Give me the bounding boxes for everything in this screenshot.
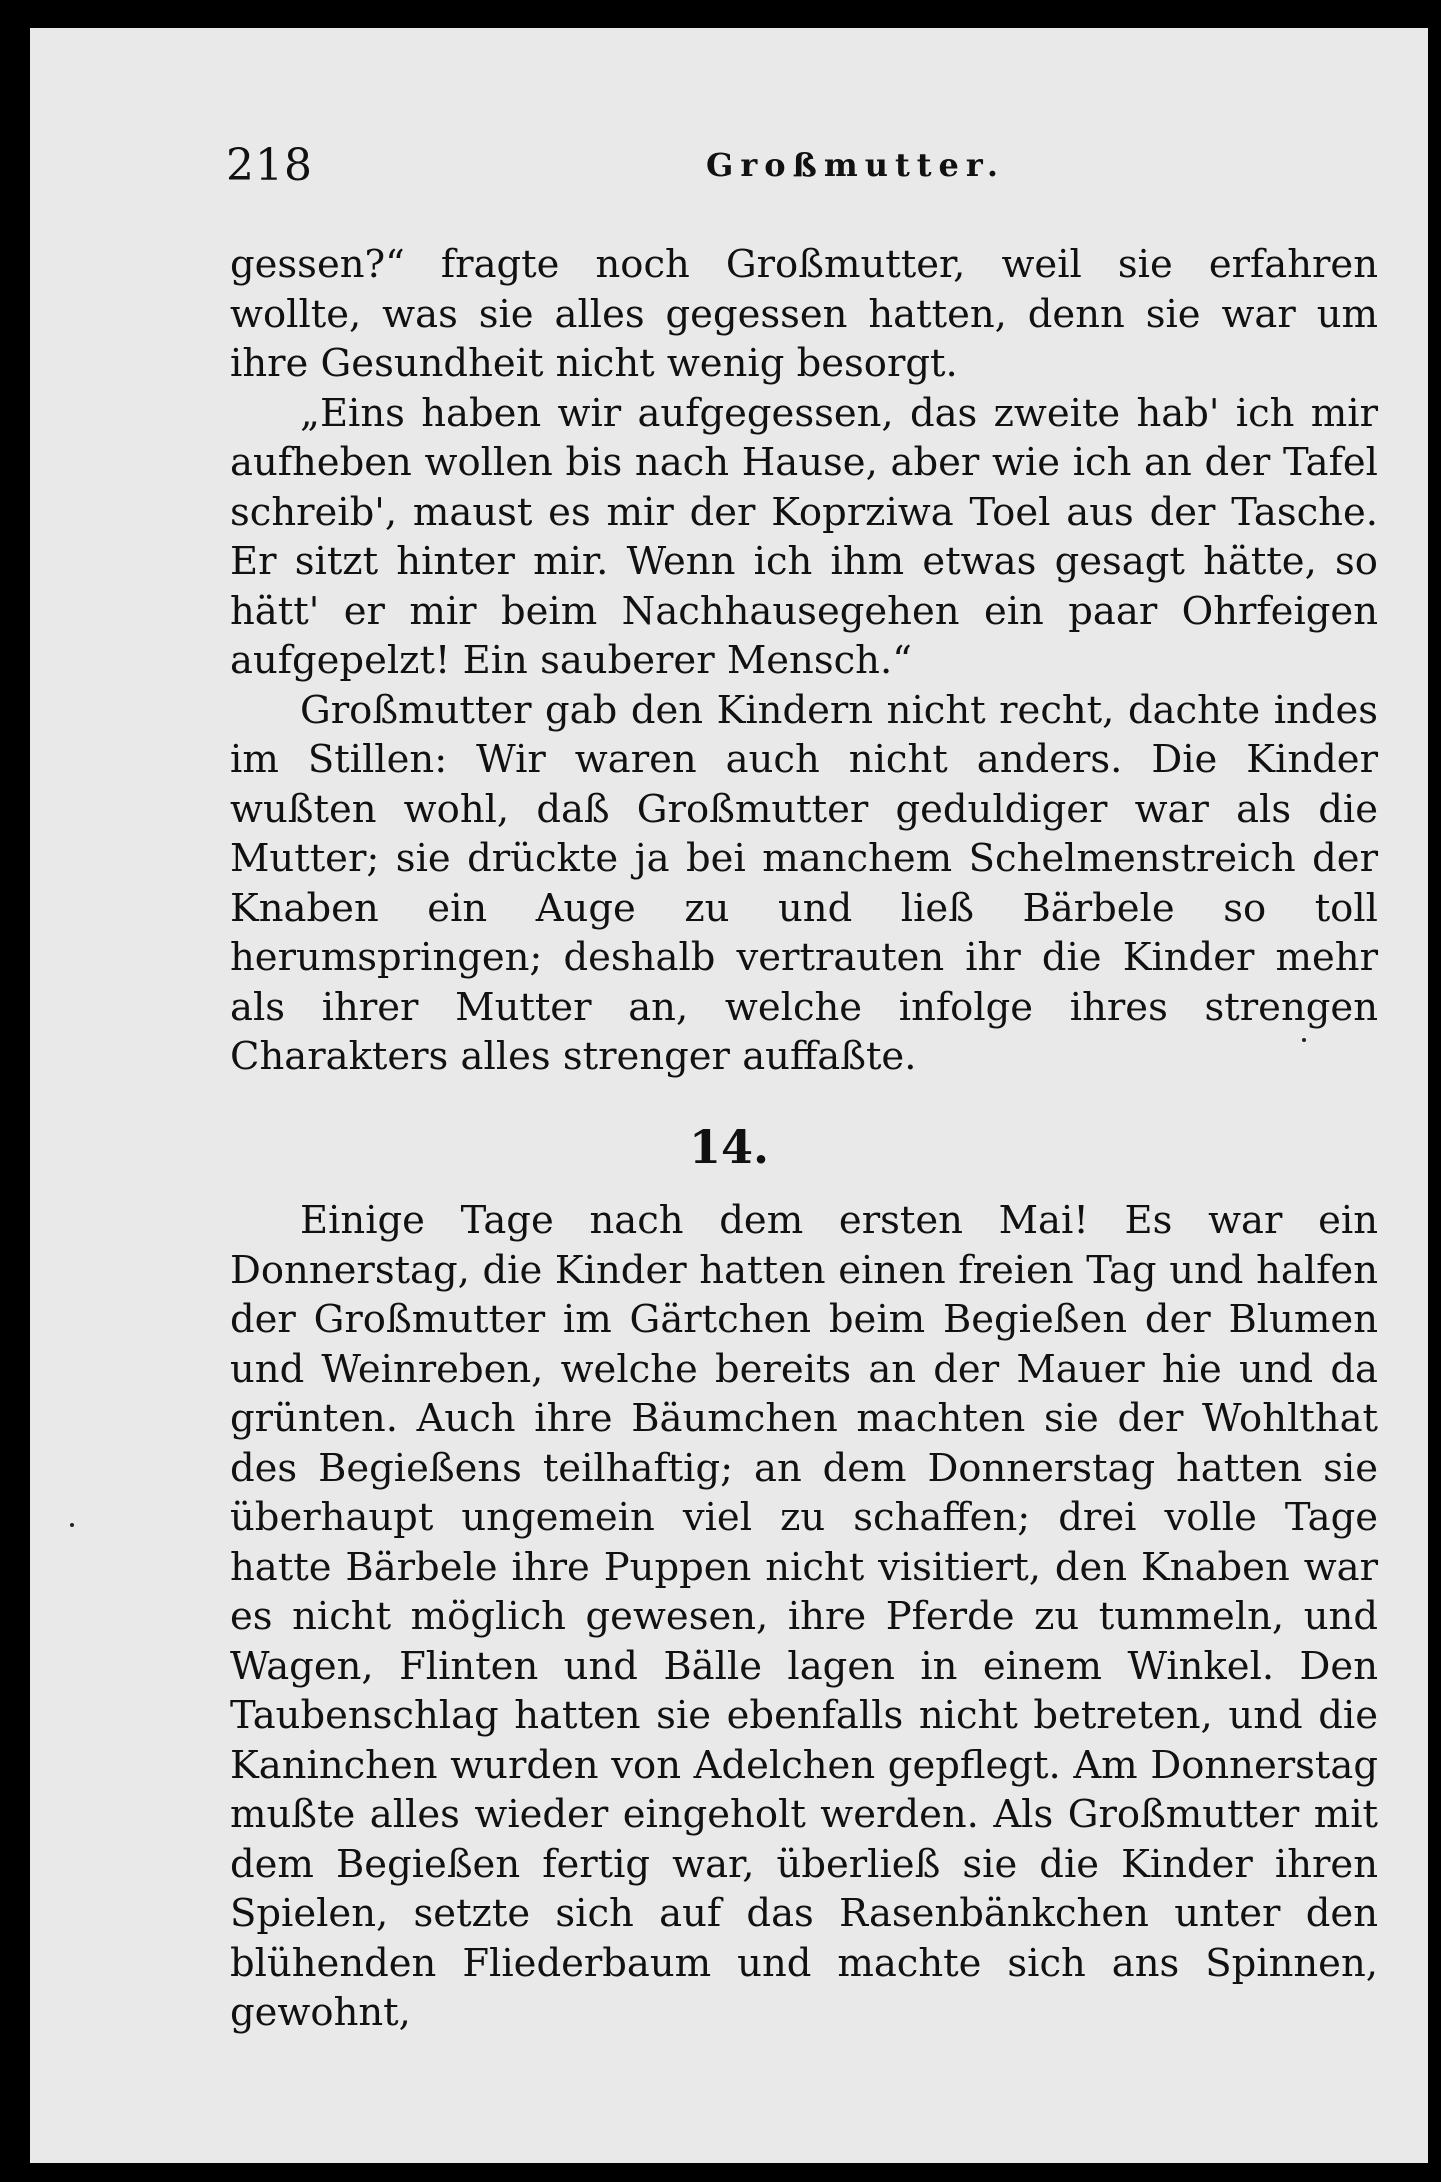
paragraph: Großmutter gab den Kindern nicht recht, dachte indes im Stillen: Wir waren auch nicht anders. Die Kinder wußten wohl, daß Großmutter geduldiger war als die Mutter; sie drückte ja bei manchem Schelmenstreich der Knaben ein Auge zu und ließ Bärbele so toll herumspringen; deshalb vertrauten ihr die Kinder mehr als ihrer Mutter an, welche infolge ihres strengen Charakters alles strenger auffaßte. — [230, 687, 1378, 1079]
paragraph: „Eins haben wir aufgegessen, das zweite hab' ich mir aufheben wollen bis nach Hause, aber wie ich an der Tafel schreib', maust es mir der Koprziwa Toel aus der Tasche. Er sitzt hinter mir. Wenn ich ihm etwas gesagt hätte, so hätt' er mir beim Nachhausegehen ein paar Ohrfeigen aufgepelzt! Ein sauberer Mensch.“ — [230, 390, 1378, 683]
page-header — [226, 140, 1376, 210]
print-speck — [70, 1523, 74, 1527]
text-block-after-chapter — [230, 1196, 1378, 2038]
text-block-before-chapter — [230, 240, 1378, 1082]
print-speck — [1302, 1038, 1306, 1042]
paragraph: Einige Tage nach dem ersten Mai! Es war ein Donnerstag, die Kinder hatten einen freien Tag und halfen der Großmutter im Gärtchen beim Begießen der Blumen und Weinreben, welche bereits an der Mauer hie und da grünten. Auch ihre Bäumchen machten sie der Wohlthat des Begießens teilhaftig; an dem Donnerstag hatten sie überhaupt ungemein viel zu schaffen; drei volle Tage hatte Bärbele ihre Puppen nicht visitiert, den Knaben war es nicht möglich gewesen, ihre Pferde zu tummeln, und Wagen, Flinten und Bälle lagen in einem Winkel. Den Taubenschlag hatten sie ebenfalls nicht betreten, und die Kaninchen wurden von Adelchen gepflegt. Am Donnerstag mußte alles wieder eingeholt werden. Als Großmutter mit dem Begießen fertig war, überließ sie die Kinder ihren Spielen, setzte sich auf das Rasenbänkchen unter den blühenden Fliederbaum und machte sich ans Spinnen, gewohnt, — [230, 1198, 1378, 2035]
paragraph: gessen?“ fragte noch Großmutter, weil sie erfahren wollte, was sie alles gegessen hatten, denn sie war um ihre Gesundheit nicht wenig besorgt. — [230, 242, 1378, 386]
book-page — [30, 28, 1428, 2163]
running-title: Großmutter. — [706, 146, 1005, 184]
page-number: 218 — [226, 140, 313, 191]
chapter-number: 14. — [688, 1120, 770, 1174]
